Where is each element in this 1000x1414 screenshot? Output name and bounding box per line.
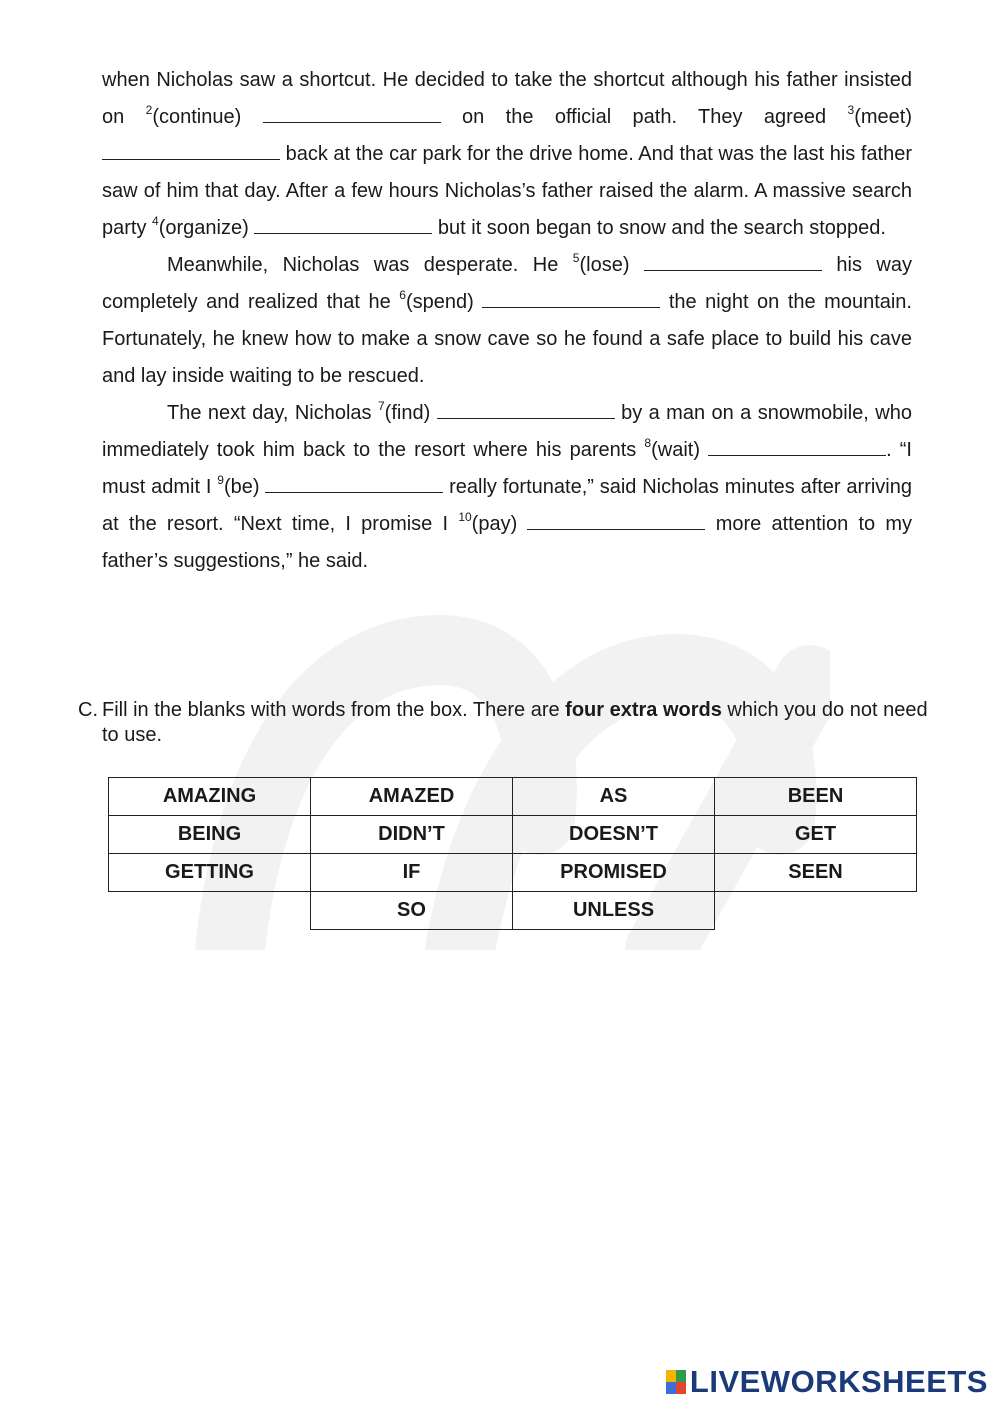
word-box-row <box>109 854 917 892</box>
text: the night on the mountain. Fortunately, he knew how to make a snow cave so he found a safe place to build his cave and lay inside waiting to be rescued. <box>102 291 912 387</box>
text: The next day, Nicholas <box>167 402 378 424</box>
word-cell: GETTING <box>109 854 311 892</box>
word-box-row <box>109 778 917 816</box>
instruction-part: which you do not need to use. <box>102 699 928 746</box>
word-cell: SEEN <box>715 854 917 892</box>
answer-blank-4[interactable] <box>254 217 432 234</box>
text: his way completely and realized that he <box>102 254 912 313</box>
verb-hint: (spend) <box>405 291 474 313</box>
story-passage <box>102 62 912 580</box>
word-cell: GET <box>715 816 917 854</box>
logo-block-2 <box>676 1370 686 1382</box>
paragraph-1 <box>102 62 912 247</box>
word-cell: AS <box>513 778 715 816</box>
word-cell: BEING <box>109 816 311 854</box>
word-cell: AMAZED <box>311 778 513 816</box>
answer-blank-5[interactable] <box>644 254 822 271</box>
word-cell: PROMISED <box>513 854 715 892</box>
verb-hint: (find) <box>384 402 431 424</box>
verb-hint: (lose) <box>579 254 630 276</box>
instruction-text <box>102 698 948 748</box>
section-c-instructions <box>78 698 948 748</box>
item-number: 2 <box>145 103 153 117</box>
instruction-emphasis: four extra words <box>565 699 722 721</box>
item-number: 3 <box>847 103 855 117</box>
text: Meanwhile, Nicholas was desperate. He <box>167 254 573 276</box>
word-cell: DOESN’T <box>513 816 715 854</box>
logo-blocks-icon <box>666 1370 686 1394</box>
answer-blank-2[interactable] <box>263 106 441 123</box>
text: when Nicholas saw a shortcut. He decided to take the shortcut although his father insisted on <box>102 69 912 128</box>
answer-blank-7[interactable] <box>437 402 615 419</box>
section-marker: C. <box>78 699 98 721</box>
verb-hint: (pay) <box>471 513 518 535</box>
item-number: 9 <box>217 473 224 487</box>
word-cell: AMAZING <box>109 778 311 816</box>
paragraph-2 <box>102 247 912 395</box>
item-number: 10 <box>458 510 472 524</box>
text: by a man on a snowmobile, who immediately took him back to the resort where his parents <box>102 402 912 461</box>
logo-text: LIVEWORKSHEETS <box>689 1364 988 1399</box>
word-cell: SO <box>311 892 513 930</box>
text: back at the car park for the drive home. And that was the last his father saw of him that day. After a few hours Nicholas’s father raised the alarm. A massive search party <box>102 143 912 239</box>
word-cell: IF <box>311 854 513 892</box>
word-box-row <box>109 816 917 854</box>
verb-hint: (be) <box>223 476 260 498</box>
verb-hint: (continue) <box>152 106 242 128</box>
verb-hint: (wait) <box>651 439 700 461</box>
answer-blank-9[interactable] <box>265 476 443 493</box>
instruction-part: Fill in the blanks with words from the box. There are <box>102 699 566 721</box>
item-number: 7 <box>377 399 385 413</box>
paragraph-3 <box>102 395 912 580</box>
verb-hint: (organize) <box>158 217 249 239</box>
word-cell: UNLESS <box>513 892 715 930</box>
text: on the official path. They agreed <box>440 106 848 128</box>
logo-block-3 <box>666 1382 676 1394</box>
text: . “I must admit I <box>102 439 912 498</box>
word-cell: BEEN <box>715 778 917 816</box>
logo-block-4 <box>676 1382 686 1394</box>
item-number: 4 <box>152 214 159 228</box>
verb-hint: (meet) <box>854 106 912 128</box>
empty-cell <box>109 892 311 930</box>
answer-blank-6[interactable] <box>482 291 660 308</box>
logo-block-1 <box>666 1370 676 1382</box>
word-cell: DIDN’T <box>311 816 513 854</box>
answer-blank-10[interactable] <box>527 513 705 530</box>
text: really fortunate,” said Nicholas minutes after arriving at the resort. “Next time, I promise I <box>102 476 912 535</box>
item-number: 6 <box>399 288 406 302</box>
text: but it soon began to snow and the search stopped. <box>432 217 886 239</box>
word-box <box>108 777 917 930</box>
item-number: 5 <box>572 251 580 265</box>
answer-blank-8[interactable] <box>708 439 886 456</box>
word-box-row <box>109 892 917 930</box>
text: more attention to my father’s suggestions,” he said. <box>102 513 913 572</box>
liveworksheets-logo <box>666 1364 988 1400</box>
item-number: 8 <box>644 436 652 450</box>
empty-cell <box>715 892 917 930</box>
answer-blank-3[interactable] <box>102 143 280 160</box>
